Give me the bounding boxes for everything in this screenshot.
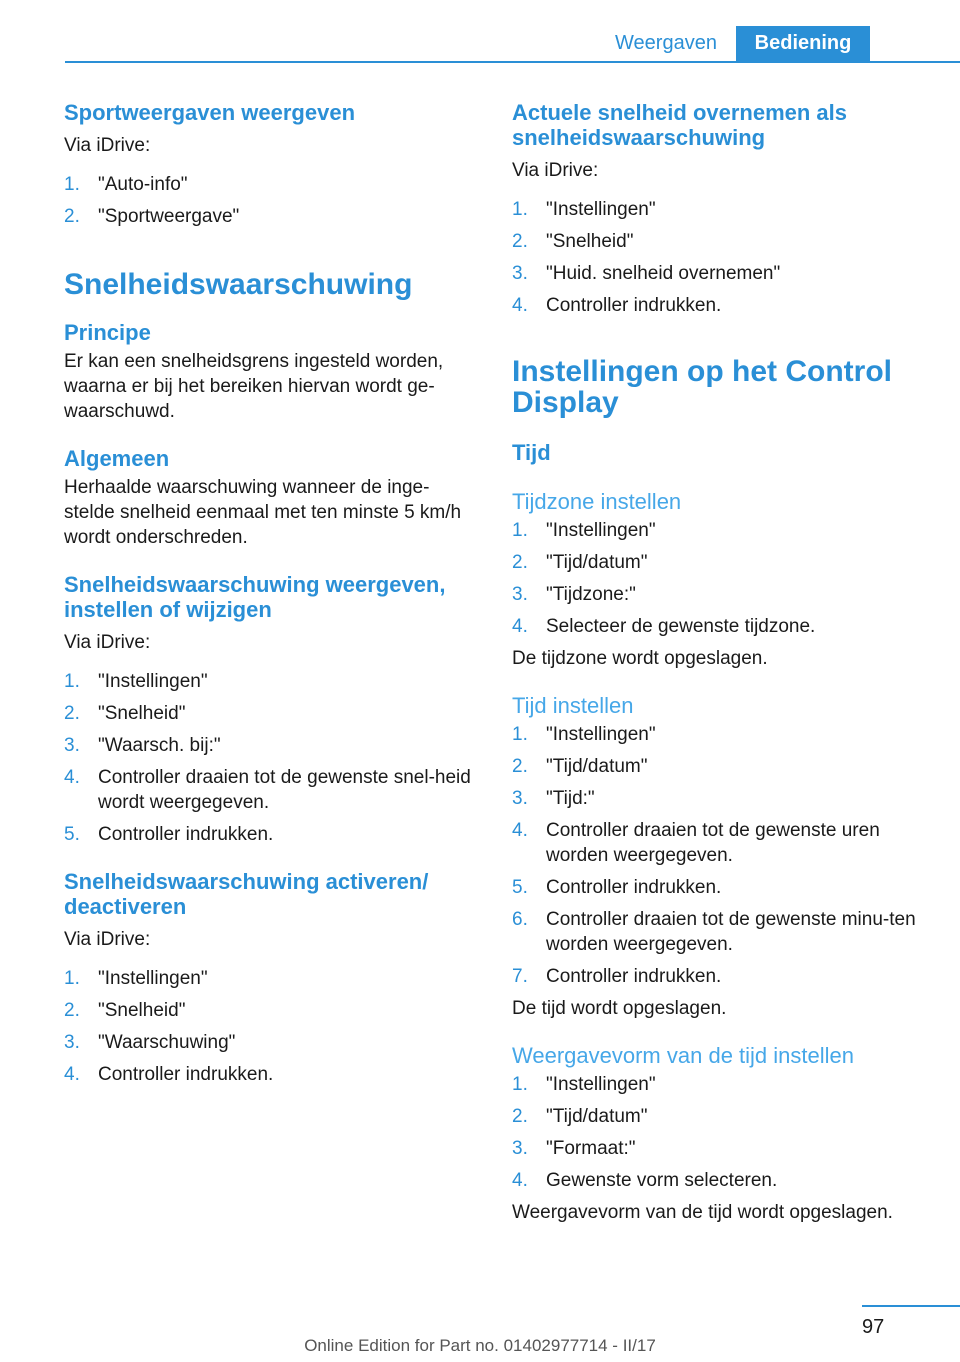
step-item (512, 1104, 922, 1129)
step-text: "Huid. snelheid overnemen" (546, 263, 781, 284)
weergeven-steps (64, 669, 474, 847)
tijdzone-outro: De tijdzone wordt opgeslagen. (512, 648, 768, 669)
step-item (512, 875, 922, 900)
step-item (64, 172, 474, 197)
step-item (512, 261, 922, 286)
step-number: 2. (512, 231, 528, 252)
step-text: "Instellingen" (98, 671, 208, 692)
step-text: "Instellingen" (546, 199, 656, 220)
weergavevorm-steps (512, 1072, 922, 1193)
section-title-algemeen: Algemeen (64, 446, 170, 471)
step-item (512, 229, 922, 254)
section-title-sportweergaven: Sportweergaven weergeven (64, 100, 356, 125)
step-number: 1. (64, 671, 80, 692)
step-item (64, 204, 474, 229)
step-item (512, 1168, 922, 1193)
left-column (64, 100, 474, 1087)
step-item (512, 818, 922, 868)
step-item (64, 1030, 474, 1055)
subsection-title-weergavevorm: Weergavevorm van de tijd instellen (512, 1043, 854, 1068)
page-header (0, 0, 960, 62)
step-text: "Sportweergave" (98, 206, 240, 227)
step-number: 3. (512, 584, 528, 605)
step-text: "Tijd/datum" (546, 552, 648, 573)
step-number: 3. (512, 788, 528, 809)
step-text: Controller indrukken. (98, 1064, 274, 1085)
step-number: 4. (512, 295, 528, 316)
step-item (512, 582, 922, 607)
tijd-instellen-outro: De tijd wordt opgeslagen. (512, 998, 727, 1019)
chapter-title-snelheidswaarschuwing: Snelheidswaarschuwing (64, 268, 413, 301)
sportweergaven-intro: Via iDrive: (64, 135, 151, 156)
step-number: 6. (512, 909, 528, 930)
step-text: "Tijd/datum" (546, 1106, 648, 1127)
section-title-principe: Principe (64, 320, 151, 345)
actuele-steps (512, 197, 922, 318)
step-text: Controller indrukken. (98, 824, 274, 845)
page-number: 97 (862, 1316, 885, 1338)
footer-edition: Online Edition for Part no. 01402977714 - II/17 (304, 1336, 656, 1355)
step-text: "Formaat:" (546, 1138, 636, 1159)
step-item (512, 786, 922, 811)
step-text: "Tijd:" (546, 788, 595, 809)
step-text: Controller indrukken. (546, 295, 722, 316)
step-text: Controller indrukken. (546, 966, 722, 987)
step-item (512, 518, 922, 543)
step-text: "Instellingen" (546, 724, 656, 745)
step-text: "Instellingen" (98, 968, 208, 989)
step-text: Gewenste vorm selecteren. (546, 1170, 778, 1191)
step-number: 4. (64, 767, 80, 788)
chapter-title-control-display: Instellingen op het Control Display (512, 355, 892, 419)
step-number: 7. (512, 966, 528, 987)
step-text: Controller draaien tot de gewenste uren worden weergegeven. (546, 820, 880, 866)
tijdzone-steps (512, 518, 922, 639)
step-text: "Tijdzone:" (546, 584, 636, 605)
header-tab-weergaven: Weergaven (615, 32, 717, 54)
step-text: "Instellingen" (546, 520, 656, 541)
step-number: 4. (64, 1064, 80, 1085)
step-item (64, 765, 474, 815)
section-title-weergeven: Snelheidswaarschuwing weergeven, instellen of wijzigen (64, 572, 446, 622)
step-text: "Instellingen" (546, 1074, 656, 1095)
step-item (64, 701, 474, 726)
sportweergaven-steps (64, 172, 474, 229)
step-number: 1. (512, 199, 528, 220)
header-tab-bediening: Bediening (736, 26, 870, 61)
step-number: 5. (512, 877, 528, 898)
step-item (512, 722, 922, 747)
step-text: "Snelheid" (546, 231, 634, 252)
step-item (512, 550, 922, 575)
step-item (64, 966, 474, 991)
step-text: "Auto-info" (98, 174, 188, 195)
step-number: 2. (512, 756, 528, 777)
step-text: Controller indrukken. (546, 877, 722, 898)
step-text: "Tijd/datum" (546, 756, 648, 777)
step-item (64, 998, 474, 1023)
step-text: "Snelheid" (98, 1000, 186, 1021)
step-number: 1. (64, 968, 80, 989)
section-title-tijd: Tijd (512, 440, 551, 465)
step-number: 4. (512, 820, 528, 841)
step-item (512, 964, 922, 989)
footer-rule (862, 1305, 960, 1307)
subsection-title-tijd-instellen: Tijd instellen (512, 693, 634, 718)
header-rule (65, 61, 960, 63)
step-number: 2. (512, 552, 528, 573)
step-number: 2. (512, 1106, 528, 1127)
weergeven-intro: Via iDrive: (64, 632, 151, 653)
principe-text: Er kan een snelheidsgrens ingesteld worden, waarna er bij het bereiken hiervan wordt ge‐waarschuwd. (64, 351, 444, 422)
step-item (512, 1136, 922, 1161)
step-text: Controller draaien tot de gewenste snel‐heid wordt weergegeven. (98, 767, 471, 813)
algemeen-text: Herhaalde waarschuwing wanneer de inge‐stelde snelheid eenmaal met ten minste 5 km/h wordt onderschreden. (64, 477, 462, 548)
step-number: 4. (512, 616, 528, 637)
step-number: 4. (512, 1170, 528, 1191)
step-text: Controller draaien tot de gewenste minu‐ten worden weergegeven. (546, 909, 916, 955)
actuele-intro: Via iDrive: (512, 160, 599, 181)
step-item (512, 197, 922, 222)
step-number: 2. (64, 206, 80, 227)
step-text: "Waarschuwing" (98, 1032, 236, 1053)
step-number: 1. (512, 724, 528, 745)
step-number: 3. (64, 1032, 80, 1053)
step-number: 1. (512, 1074, 528, 1095)
weergavevorm-outro: Weergavevorm van de tijd wordt opgeslagen. (512, 1202, 893, 1223)
step-number: 3. (512, 263, 528, 284)
step-number: 3. (512, 1138, 528, 1159)
step-number: 3. (64, 735, 80, 756)
step-text: "Snelheid" (98, 703, 186, 724)
subsection-title-tijdzone: Tijdzone instellen (512, 489, 682, 514)
step-item (512, 293, 922, 318)
step-item (64, 733, 474, 758)
step-item (64, 1062, 474, 1087)
section-title-actuele-snelheid: Actuele snelheid overnemen als snelheidswaarschuwing (512, 100, 848, 150)
step-item (512, 1072, 922, 1097)
step-number: 5. (64, 824, 80, 845)
activeren-steps (64, 966, 474, 1087)
tijd-instellen-steps (512, 722, 922, 989)
step-item (64, 669, 474, 694)
step-number: 1. (64, 174, 80, 195)
step-item (512, 614, 922, 639)
step-number: 1. (512, 520, 528, 541)
step-number: 2. (64, 703, 80, 724)
right-column (512, 100, 922, 1225)
step-item (512, 754, 922, 779)
step-number: 2. (64, 1000, 80, 1021)
step-item (512, 907, 922, 957)
step-text: Selecteer de gewenste tijdzone. (546, 616, 816, 637)
step-item (64, 822, 474, 847)
activeren-intro: Via iDrive: (64, 929, 151, 950)
step-text: "Waarsch. bij:" (98, 735, 221, 756)
section-title-activeren: Snelheidswaarschuwing activeren/ deactiveren (64, 869, 429, 919)
